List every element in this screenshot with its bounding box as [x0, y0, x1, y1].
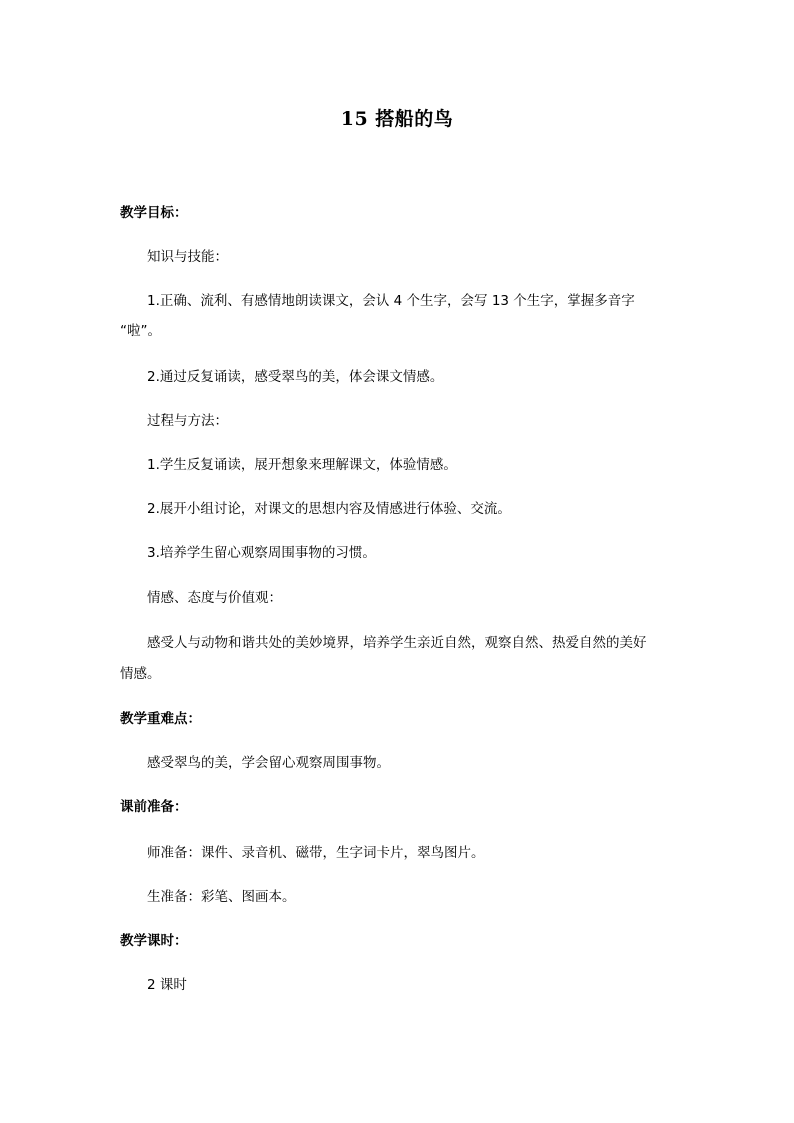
- process-item-1: 1.学生反复诵读，展开想象来理解课文，体验情感。: [147, 457, 457, 473]
- student-preparation: 生准备：彩笔、图画本。: [147, 889, 296, 905]
- preparation-heading: 课前准备：: [120, 799, 188, 815]
- knowledge-item-1: 1.正确、流利、有感情地朗读课文，会认 4 个生字，会写 13 个生字，掌握多音字: [147, 293, 635, 309]
- teacher-preparation: 师准备：课件、录音机、磁带，生字词卡片，翠鸟图片。: [147, 845, 485, 861]
- emotion-heading: 情感、态度与价值观：: [147, 590, 282, 606]
- emotion-text-continued: 情感。: [120, 666, 161, 682]
- page-title: 15 搭船的鸟: [340, 108, 454, 130]
- knowledge-item-2: 2.通过反复诵读，感受翠鸟的美，体会课文情感。: [147, 369, 444, 385]
- process-item-3: 3.培养学生留心观察周围事物的习惯。: [147, 545, 376, 561]
- knowledge-heading: 知识与技能：: [147, 249, 228, 265]
- key-points-heading: 教学重难点：: [120, 711, 201, 727]
- key-points-text: 感受翠鸟的美，学会留心观察周围事物。: [147, 755, 390, 771]
- class-hours-heading: 教学课时：: [120, 933, 188, 949]
- emotion-text: 感受人与动物和谐共处的美妙境界，培养学生亲近自然，观察自然、热爱自然的美好: [147, 635, 647, 651]
- process-item-2: 2.展开小组讨论，对课文的思想内容及情感进行体验、交流。: [147, 501, 511, 517]
- goals-heading: 教学目标：: [120, 205, 188, 221]
- process-heading: 过程与方法：: [147, 413, 228, 429]
- knowledge-item-1-continued: “啦”。: [120, 323, 161, 339]
- class-hours-text: 2 课时: [147, 977, 187, 993]
